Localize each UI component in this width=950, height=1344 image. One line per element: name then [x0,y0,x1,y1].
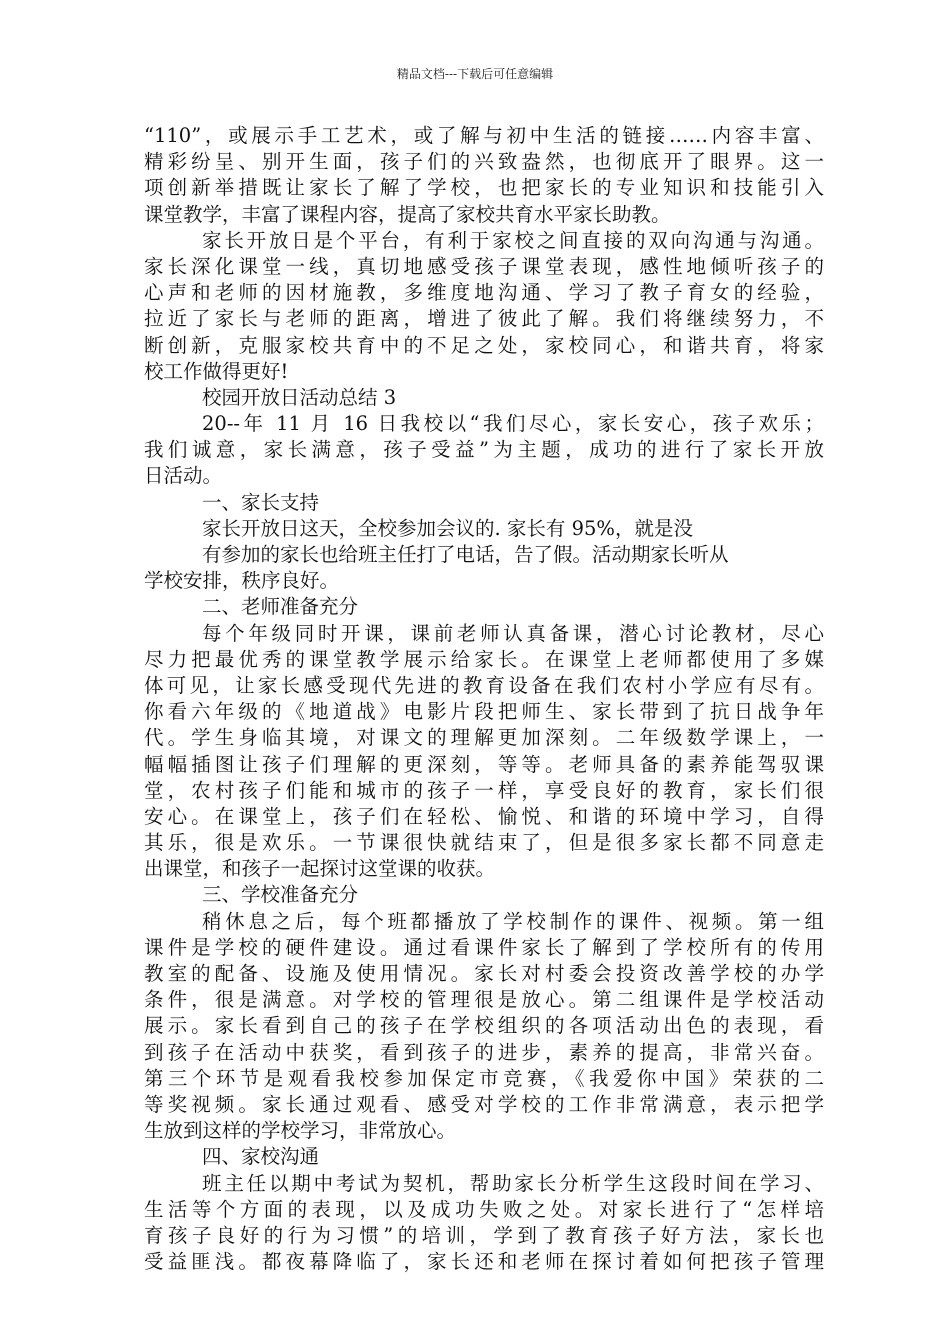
text-line: 有参加的家长也给班主任打了电话，告了假。活动期家长听从 [202,543,729,566]
text-line: 家长开放日是个平台，有利于家校之间直接的双向沟通与沟通。 [202,228,824,252]
text-line: 体可见，让家长感受现代先进的教育设备在我们农村小学应有尽有。 [144,673,824,697]
document-body [144,123,824,1275]
text-line: 课件是学校的硬件建设。通过看课件家长了解到了学校所有的传用 [144,935,824,959]
text-line: 其乐，很是欢乐。一节课很快就结束了，但是很多家长都不同意走 [144,831,824,855]
text-line: 三、学校准备充分 [202,883,359,907]
text-line: 精彩纷呈、别开生面，孩子们的兴致盎然，也彻底开了眼界。这一 [144,150,824,174]
text-line: 代。学生身临其境，对课文的理解更加深刻。二年级数学课上，一 [144,726,824,750]
text-line: 每个年级同时开课，课前老师认真备课，潜心讨论教材，尽心 [202,621,824,645]
text-line: 育孩子良好的行为习惯”的培训，学到了教育孩子好方法，家长也 [144,1223,824,1247]
text-line: 堂，农村孩子们能和城市的孩子一样，享受良好的教育，家长们很 [144,778,824,802]
text-line: 心声和老师的因材施教，多维度地沟通、学习了教子育女的经验， [144,281,824,305]
text-line: 你看六年级的《地道战》电影片段把师生、家长带到了抗日战争年 [144,700,824,724]
text-line: 幅幅插图让孩子们理解的更深刻，等等。老师具备的素养能驾驭课 [144,752,824,776]
text-line: 稍休息之后，每个班都播放了学校制作的课件、视频。第一组 [202,909,824,933]
text-line: “110”，或展示手工艺术，或了解与初中生活的链接……内容丰富、 [144,124,824,147]
text-line: 项创新举措既让家长了解了学校，也把家长的专业知识和技能引入 [144,176,824,200]
text-line: 拉近了家长与老师的距离，增进了彼此了解。我们将继续努力，不 [144,307,824,331]
text-line: 到孩子在活动中获奖，看到孩子的进步，素养的提高，非常兴奋。 [144,1040,824,1064]
text-line: 出课堂，和孩子一起探讨这堂课的收获。 [144,857,496,881]
text-line: 校工作做得更好! [144,359,289,383]
text-line: 校园开放日活动总结 3 [202,385,397,409]
text-line: 学校安排，秩序良好。 [144,569,340,593]
text-line: 一、家长支持 [202,490,320,514]
page-header: 精品文档---下载后可任意编辑 [396,67,554,81]
text-line: 我们诚意，家长满意，孩子受益”为主题，成功的进行了家长开放 [144,438,824,462]
text-line: 20--年 11 月 16 日我校以“我们尽心，家长安心，孩子欢乐； [202,412,824,436]
text-line: 教室的配备、设施及使用情况。家长对村委会投资改善学校的办学 [144,962,824,985]
text-line: 等奖视频。家长通过观看、感受对学校的工作非常满意，表示把学 [144,1092,824,1116]
text-line: 安心。在课堂上，孩子们在轻松、愉悦、和谐的环境中学习，自得 [144,804,824,828]
text-line: 条件，很是满意。对学校的管理很是放心。第二组课件是学校活动 [144,988,824,1012]
text-line: 日活动。 [144,464,223,488]
text-line: 班主任以期中考试为契机，帮助家长分析学生这段时间在学习、 [202,1171,824,1195]
text-line: 四、家校沟通 [202,1145,320,1169]
text-line: 二、老师准备充分 [202,595,359,619]
text-line: 生放到这样的学校学习，非常放心。 [144,1119,457,1143]
text-line: 尽力把最优秀的课堂教学展示给家长。在课堂上老师都使用了多媒 [144,647,824,671]
text-line: 展示。家长看到自己的孩子在学校组织的各项活动出色的表现，看 [144,1014,824,1038]
text-line: 课堂教学，丰富了课程内容，提高了家校共育水平家长助教。 [144,202,671,226]
text-line: 第三个环节是观看我校参加保定市竞赛，《我爱你中国》荣获的二 [144,1066,824,1090]
text-line: 家长开放日这天，全校参加会议的. 家长有 95%，就是没 [202,516,693,540]
text-line: 家长深化课堂一线，真切地感受孩子课堂表现，感性地倾听孩子的 [144,254,824,278]
text-line: 断创新，克服家校共育中的不足之处，家校同心，和谐共育，将家 [144,333,824,357]
text-line: 生活等个方面的表现，以及成功失败之处。对家长进行了“怎样培 [144,1197,824,1221]
text-line: 受益匪浅。都夜幕降临了，家长还和老师在探讨着如何把孩子管理 [144,1250,824,1274]
